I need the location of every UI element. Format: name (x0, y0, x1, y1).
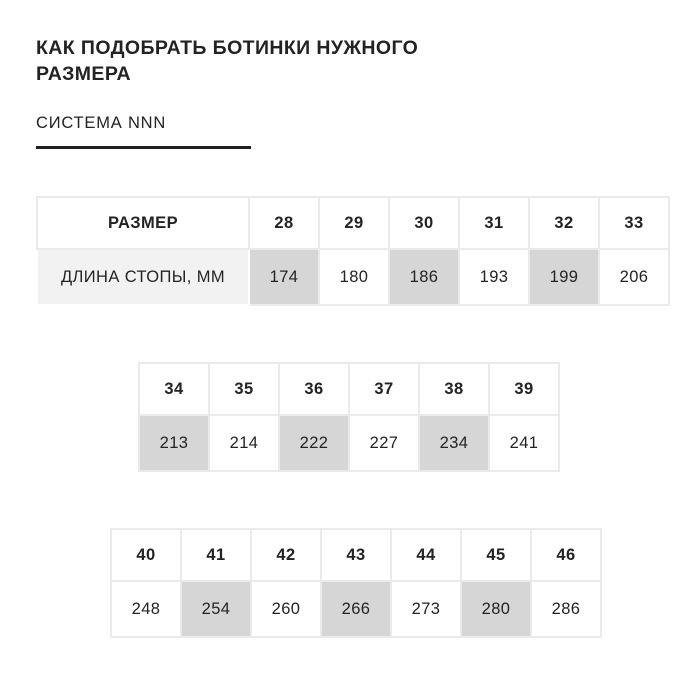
foot-length-cell: 180 (319, 249, 389, 305)
foot-length-cell: 174 (249, 249, 319, 305)
foot-length-cell: 280 (461, 581, 531, 637)
table-row (111, 581, 601, 637)
size-table (36, 196, 670, 306)
size-cell: 36 (279, 363, 349, 415)
size-cell: 33 (599, 197, 669, 249)
size-cell: 38 (419, 363, 489, 415)
foot-length-cell: 260 (251, 581, 321, 637)
foot-length-cell: 193 (459, 249, 529, 305)
title-divider (36, 146, 251, 149)
foot-length-cell: 199 (529, 249, 599, 305)
foot-length-cell: 286 (531, 581, 601, 637)
size-cell: 29 (319, 197, 389, 249)
size-cell: 41 (181, 529, 251, 581)
size-table-block-1 (36, 196, 670, 306)
system-subtitle: СИСТЕМА NNN (36, 113, 167, 132)
size-cell: 44 (391, 529, 461, 581)
table-row (37, 197, 669, 249)
foot-length-cell: 222 (279, 415, 349, 471)
size-cell: 28 (249, 197, 319, 249)
size-cell: 42 (251, 529, 321, 581)
foot-length-cell: 254 (181, 581, 251, 637)
size-cell: 31 (459, 197, 529, 249)
size-cell: 40 (111, 529, 181, 581)
foot-length-cell: 227 (349, 415, 419, 471)
foot-length-cell: 214 (209, 415, 279, 471)
foot-length-cell: 266 (321, 581, 391, 637)
foot-length-cell: 234 (419, 415, 489, 471)
size-cell: 37 (349, 363, 419, 415)
size-cell: 46 (531, 529, 601, 581)
table-row (139, 363, 559, 415)
table-row (37, 249, 669, 305)
size-cell: 43 (321, 529, 391, 581)
size-cell: 30 (389, 197, 459, 249)
foot-length-cell: 213 (139, 415, 209, 471)
foot-length-cell: 206 (599, 249, 669, 305)
size-table (138, 362, 560, 472)
foot-length-cell: 273 (391, 581, 461, 637)
size-cell: 45 (461, 529, 531, 581)
foot-length-cell: 186 (389, 249, 459, 305)
row-label-size: РАЗМЕР (37, 197, 249, 249)
size-cell: 32 (529, 197, 599, 249)
size-cell: 39 (489, 363, 559, 415)
size-table-block-2 (138, 362, 560, 472)
table-row (111, 529, 601, 581)
size-cell: 35 (209, 363, 279, 415)
subtitle-group (36, 114, 664, 149)
page-title: КАК ПОДОБРАТЬ БОТИНКИ НУЖНОГО РАЗМЕРА (36, 37, 419, 85)
row-label-foot-length: ДЛИНА СТОПЫ, ММ (37, 249, 249, 305)
size-table (110, 528, 602, 638)
size-table-block-3 (110, 528, 602, 638)
table-row (139, 415, 559, 471)
foot-length-cell: 241 (489, 415, 559, 471)
size-cell: 34 (139, 363, 209, 415)
foot-length-cell: 248 (111, 581, 181, 637)
